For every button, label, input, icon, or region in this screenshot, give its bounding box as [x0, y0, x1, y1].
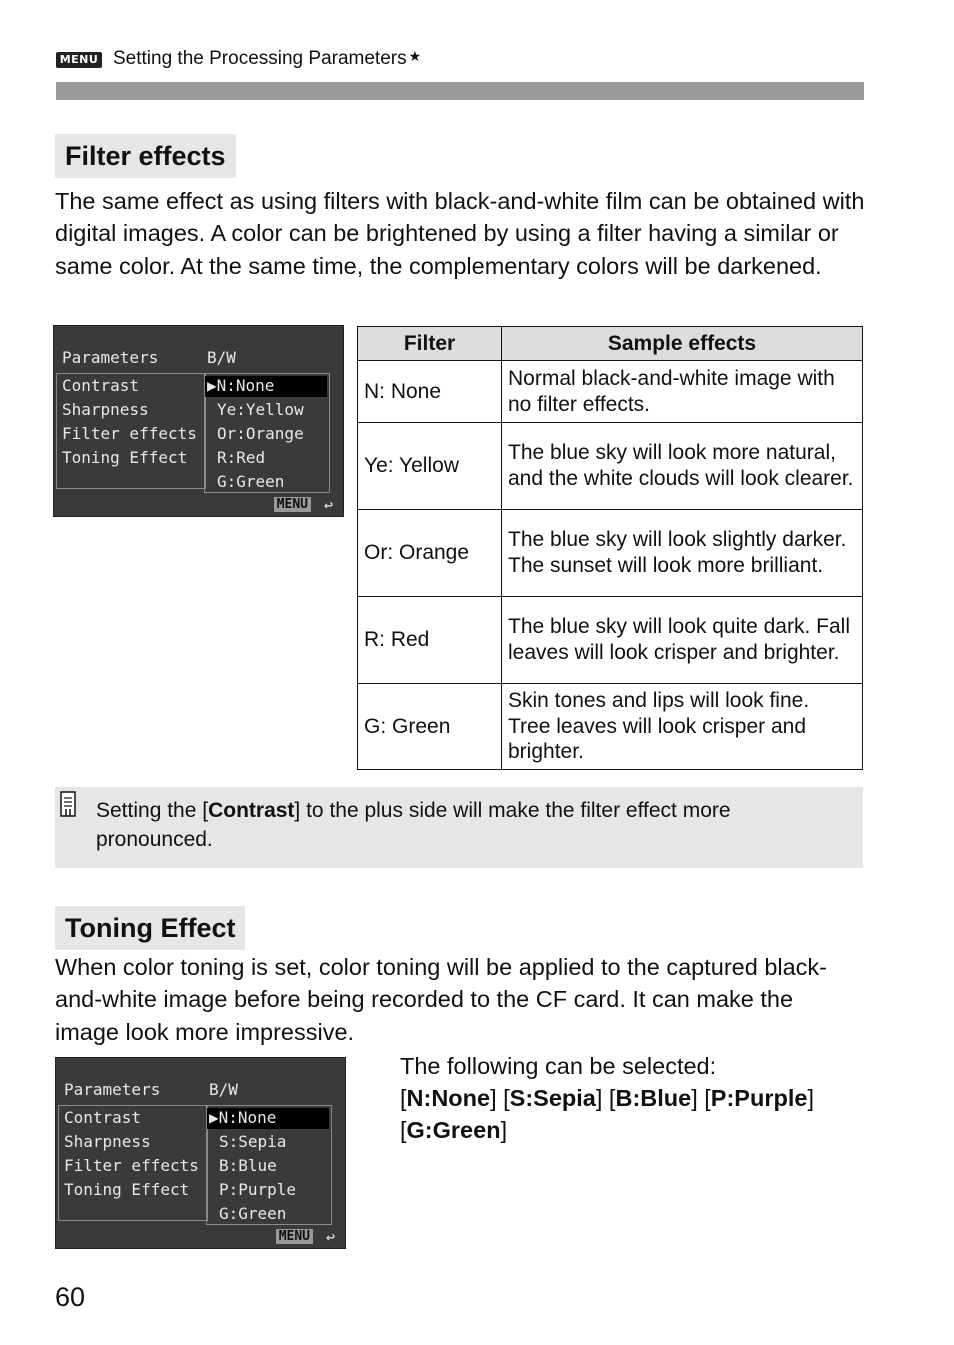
screen-menu-item: Contrast: [64, 1108, 142, 1127]
filter-effects-heading: Filter effects: [55, 134, 236, 178]
toning-effect-heading: Toning Effect: [55, 906, 245, 950]
filter-cell: G: Green: [358, 684, 502, 770]
menu-badge-icon: MENU: [56, 52, 102, 68]
filter-effects-camera-screen: [53, 325, 344, 517]
toning-options-text: [400, 1050, 860, 1146]
toning-options-line: [N:None] [S:Sepia] [B:Blue] [P:Purple]: [400, 1085, 814, 1111]
screen-menu-item: Filter effects: [64, 1156, 199, 1175]
screen-menu-item-selected: Toning Effect: [64, 1180, 190, 1199]
toning-options-intro: The following can be selected:: [400, 1053, 717, 1079]
effect-cell: The blue sky will look slightly darker. The sunset will look more brilliant.: [502, 510, 863, 597]
screen-option: P:Purple: [219, 1180, 297, 1199]
screen-option: G:Green: [217, 472, 285, 491]
table-row: [358, 684, 863, 770]
memo-icon: [60, 789, 78, 818]
effect-cell: The blue sky will look more natural, and the white clouds will look clearer.: [502, 423, 863, 510]
return-icon: ↩: [325, 1228, 335, 1246]
table-header-row: [358, 327, 863, 361]
toning-effect-camera-screen: [55, 1057, 346, 1249]
table-row: [358, 423, 863, 510]
screen-menu-item: Toning Effect: [62, 448, 188, 467]
star-icon: ★: [408, 48, 422, 64]
screen-header-left: Parameters: [62, 348, 159, 367]
header-divider-bar: [56, 82, 864, 100]
table-row: [358, 510, 863, 597]
screen-menu-item: Contrast: [62, 376, 140, 395]
screen-option: ▶N:None: [207, 376, 275, 395]
effect-cell: Normal black-and-white image with no filter effects.: [502, 361, 863, 423]
screen-option: G:Green: [219, 1204, 287, 1223]
note-text-suffix: ] to the plus side will make the filter effect more pronounced.: [96, 799, 731, 851]
screen-menu-button: MENU: [274, 497, 311, 512]
filter-cell: N: None: [358, 361, 502, 423]
filter-cell: R: Red: [358, 597, 502, 684]
note-text-prefix: Setting the [: [96, 799, 209, 822]
screen-menu-button: MENU: [276, 1229, 313, 1244]
header-title: Setting the Processing Parameters: [113, 48, 407, 69]
table-header: Sample effects: [502, 327, 863, 361]
screen-option: ▶N:None: [209, 1108, 277, 1127]
table-row: [358, 597, 863, 684]
table-row: [358, 361, 863, 423]
screen-header-left: Parameters: [64, 1080, 161, 1099]
filter-cell: Or: Orange: [358, 510, 502, 597]
page-number: 60: [55, 1282, 86, 1312]
screen-option: Or:Orange: [217, 424, 304, 443]
toning-effect-description: When color toning is set, color toning will be applied to the captured black-and-white image before being recorded to the CF card. It can make the image look more impressive.: [55, 954, 828, 1045]
filter-effects-description: The same effect as using filters with black-and-white film can be obtained with digital images. A color can be brightened by using a filter having a similar or same color. At the same time, the complementary colors will be darkened.: [55, 188, 865, 279]
screen-option: R:Red: [217, 448, 266, 467]
return-icon: ↩: [323, 496, 333, 514]
toning-option: P:Purple: [710, 1085, 808, 1111]
effect-cell: Skin tones and lips will look fine. Tree leaves will look crisper and brighter.: [502, 684, 863, 770]
screen-menu-item: Sharpness: [64, 1132, 151, 1151]
screen-menu-item-selected: Filter effects: [62, 424, 197, 443]
running-header: [113, 48, 421, 70]
toning-option: B:Blue: [615, 1085, 692, 1111]
toning-option: G:Green: [406, 1117, 501, 1143]
note-text: [96, 796, 836, 854]
screen-option: B:Blue: [219, 1156, 277, 1175]
screen-menu-item: Sharpness: [62, 400, 149, 419]
screen-header-right: B/W: [209, 1080, 238, 1099]
screen-option: S:Sepia: [219, 1132, 287, 1151]
toning-option: S:Sepia: [509, 1085, 596, 1111]
toning-options-line: [G:Green]: [400, 1117, 508, 1143]
filter-cell: Ye: Yellow: [358, 423, 502, 510]
note-text-bold: Contrast: [208, 799, 295, 822]
screen-option: Ye:Yellow: [217, 400, 304, 419]
screen-header-right: B/W: [207, 348, 236, 367]
effect-cell: The blue sky will look quite dark. Fall leaves will look crisper and brighter.: [502, 597, 863, 684]
filter-effects-table: [357, 326, 863, 770]
table-header: Filter: [358, 327, 502, 361]
toning-option: N:None: [406, 1085, 491, 1111]
